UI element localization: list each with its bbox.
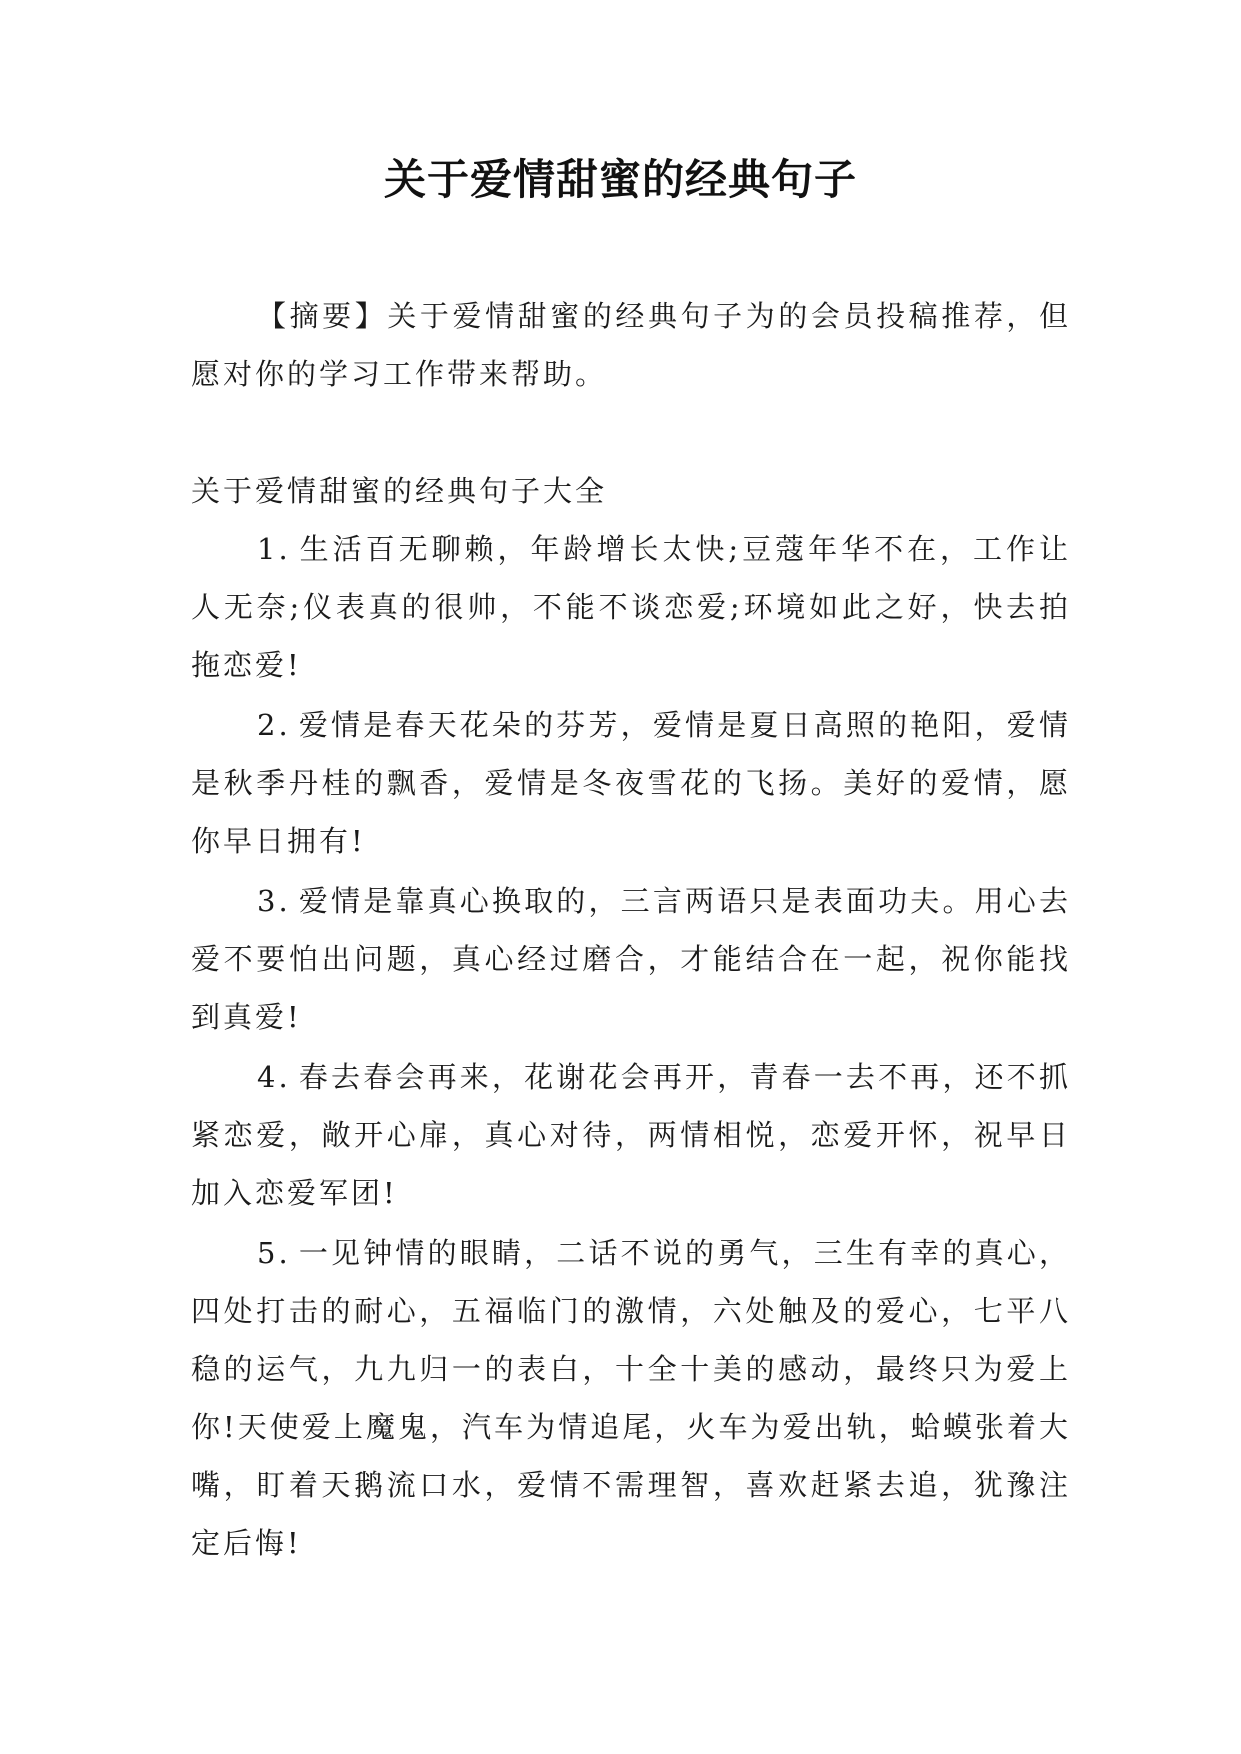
item-number: 1. bbox=[257, 532, 291, 566]
item-number: 4. bbox=[257, 1060, 291, 1094]
list-item bbox=[191, 1224, 1071, 1572]
document-title: 关于爱情甜蜜的经典句子 bbox=[383, 155, 857, 204]
item-text: 爱情是春天花朵的芬芳，爱情是夏日高照的艳阳，爱情是秋季丹桂的飘香，爱情是冬夜雪花的飞扬。美好的爱情，愿你早日拥有! bbox=[191, 708, 1071, 858]
item-number: 3. bbox=[257, 884, 291, 918]
item-text: 一见钟情的眼睛，二话不说的勇气，三生有幸的真心，四处打击的耐心，五福临门的激情，六处触及的爱心，七平八稳的运气，九九归一的表白，十全十美的感动，最终只为爱上你!天使爱上魔鬼，汽车为情追尾，火车为爱出轨，蛤蟆张着大嘴，盯着天鹅流口水，爱情不需理智，喜欢赶紧去追，犹豫注定后悔! bbox=[191, 1236, 1071, 1560]
list-item bbox=[191, 696, 1071, 870]
item-text: 春去春会再来，花谢花会再开，青春一去不再，还不抓紧恋爱，敞开心扉，真心对待，两情相悦，恋爱开怀，祝早日加入恋爱军团! bbox=[191, 1060, 1071, 1210]
quote-list bbox=[191, 520, 1071, 1574]
summary-paragraph: 【摘要】关于爱情甜蜜的经典句子为的会员投稿推荐，但愿对你的学习工作带来帮助。 bbox=[191, 299, 1071, 391]
section-heading: 关于爱情甜蜜的经典句子大全 bbox=[191, 474, 608, 508]
item-number: 2. bbox=[257, 708, 291, 742]
item-number: 5. bbox=[257, 1236, 291, 1270]
item-text: 生活百无聊赖，年龄增长太快;豆蔻年华不在，工作让人无奈;仪表真的很帅，不能不谈恋爱;环境如此之好，快去拍拖恋爱! bbox=[191, 532, 1071, 682]
list-item bbox=[191, 520, 1071, 694]
item-text: 爱情是靠真心换取的，三言两语只是表面功夫。用心去爱不要怕出问题，真心经过磨合，才能结合在一起，祝你能找到真爱! bbox=[191, 884, 1071, 1034]
list-item bbox=[191, 1048, 1071, 1222]
list-item bbox=[191, 872, 1071, 1046]
